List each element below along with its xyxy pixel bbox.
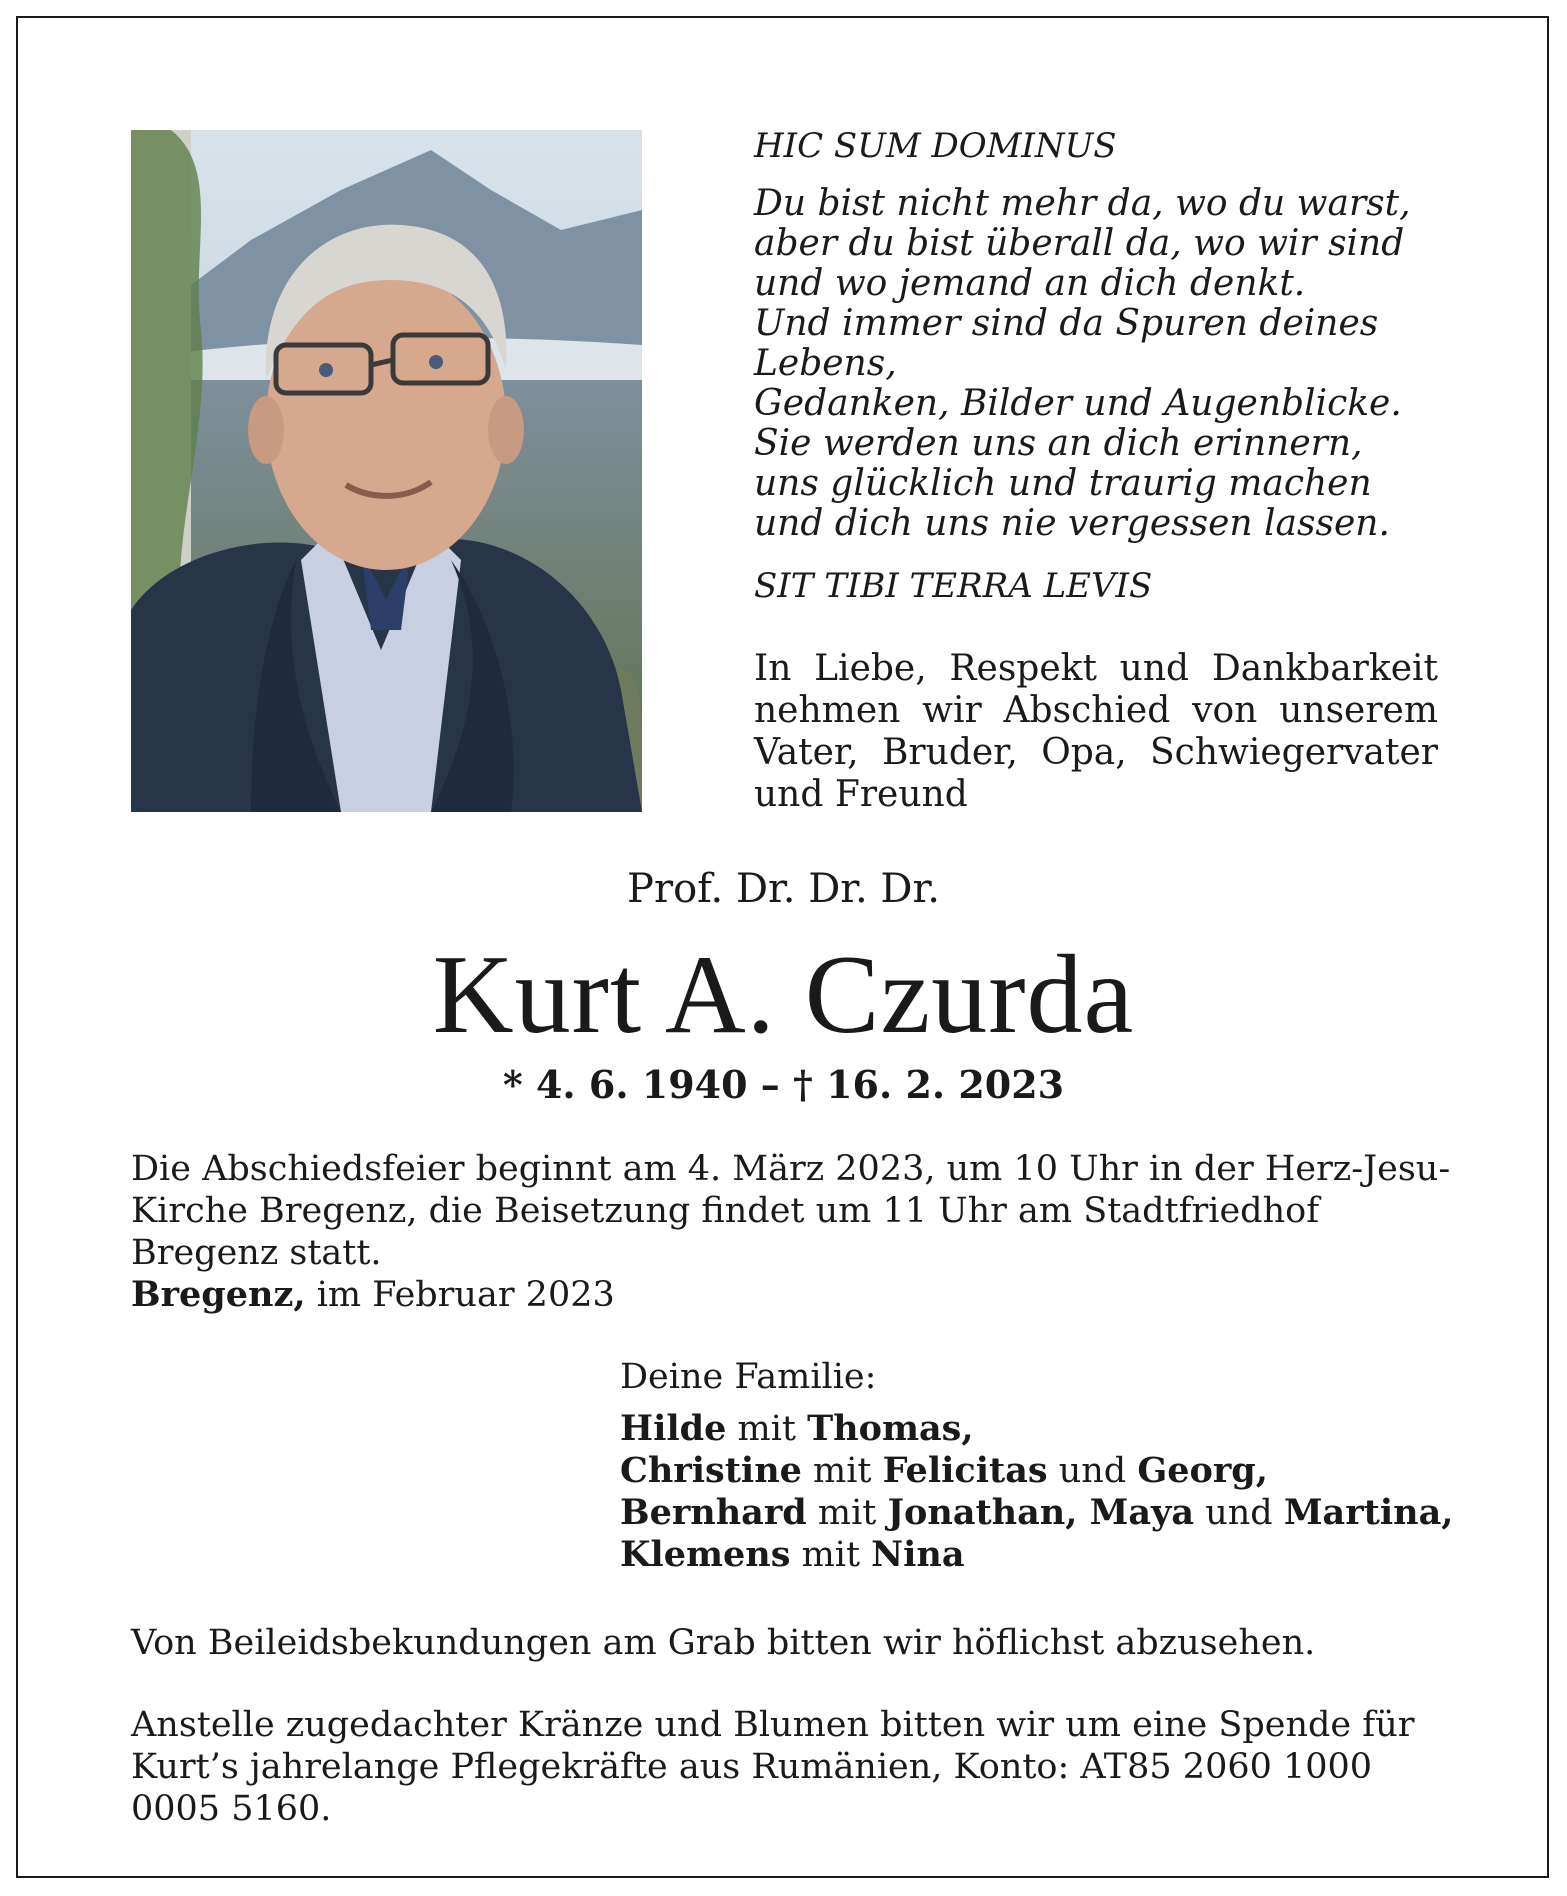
family-connector: mit (726, 1409, 808, 1449)
family-line (620, 1492, 1460, 1534)
life-dates: * 4. 6. 1940 – † 16. 2. 2023 (502, 1062, 1065, 1107)
family-name: Nina (871, 1534, 965, 1575)
family-line (620, 1408, 1460, 1450)
poem-line: Sie werden uns an dich erinnern, (754, 423, 1363, 464)
poem (754, 126, 1454, 606)
poem-line: Gedanken, Bilder und Augenblicke. (754, 383, 1402, 424)
family-name: Martina, (1283, 1492, 1454, 1533)
family-name: Christine (620, 1450, 802, 1491)
family-name: Klemens (620, 1534, 791, 1575)
family-connector: mit (806, 1493, 888, 1533)
family-name: Bernhard (620, 1492, 807, 1533)
condolence-note: Von Beileidsbekundungen am Grab bitten wir höflichst abzusehen. (131, 1623, 1316, 1663)
place-date (131, 1274, 1451, 1316)
family-connector: und (1194, 1493, 1284, 1533)
place-city: Bregenz, (131, 1274, 306, 1315)
family-connector: mit (790, 1535, 872, 1575)
poem-line: und dich uns nie vergessen lassen. (754, 503, 1390, 544)
family-name: Felicitas (882, 1450, 1048, 1491)
poem-heading: HIC SUM DOMINUS (754, 126, 1117, 166)
poem-line: und wo jemand an dich denkt. (754, 263, 1306, 304)
portrait-photo (131, 130, 642, 812)
family-line (620, 1534, 1460, 1576)
family-name: Hilde (620, 1408, 727, 1449)
poem-line: uns glücklich und traurig machen (754, 463, 1372, 504)
poem-line: Und immer sind da Spuren deines Lebens, (754, 303, 1379, 384)
family-connector: und (1047, 1451, 1138, 1491)
family-list (620, 1356, 1460, 1576)
poem-closing: SIT TIBI TERRA LEVIS (754, 566, 1153, 606)
deceased-name: Kurt A. Czurda (432, 933, 1135, 1057)
family-name: Thomas, (807, 1408, 974, 1449)
ceremony-info: Die Abschiedsfeier beginnt am 4. März 2023, um 10 Uhr in der Herz-Jesu-Kirche Bregenz, die Beisetzung findet um 11 Uhr am Stadtfriedhof Bregenz statt. (131, 1149, 1451, 1273)
academic-titles: Prof. Dr. Dr. Dr. (627, 866, 940, 912)
farewell-text: In Liebe, Respekt und Dankbarkeit nehmen wir Abschied von unserem Vater, Bruder, Opa, Schwiegervater und Freund (754, 648, 1438, 815)
place-month: im Februar 2023 (316, 1275, 615, 1315)
family-label: Deine Familie: (620, 1357, 877, 1397)
donation-note: Anstelle zugedachter Kränze und Blumen bitten wir um eine Spende für Kurt’s jahrelange Pflegekräfte aus Rumänien, Konto: AT85 2060 1000 0005 5160. (131, 1705, 1415, 1829)
family-line (620, 1450, 1460, 1492)
family-name: Jonathan, Maya (887, 1492, 1195, 1533)
family-connector: mit (801, 1451, 883, 1491)
family-name: Georg, (1137, 1450, 1268, 1491)
poem-line: aber du bist überall da, wo wir sind (754, 223, 1405, 264)
poem-line: Du bist nicht mehr da, wo du warst, (754, 183, 1411, 224)
